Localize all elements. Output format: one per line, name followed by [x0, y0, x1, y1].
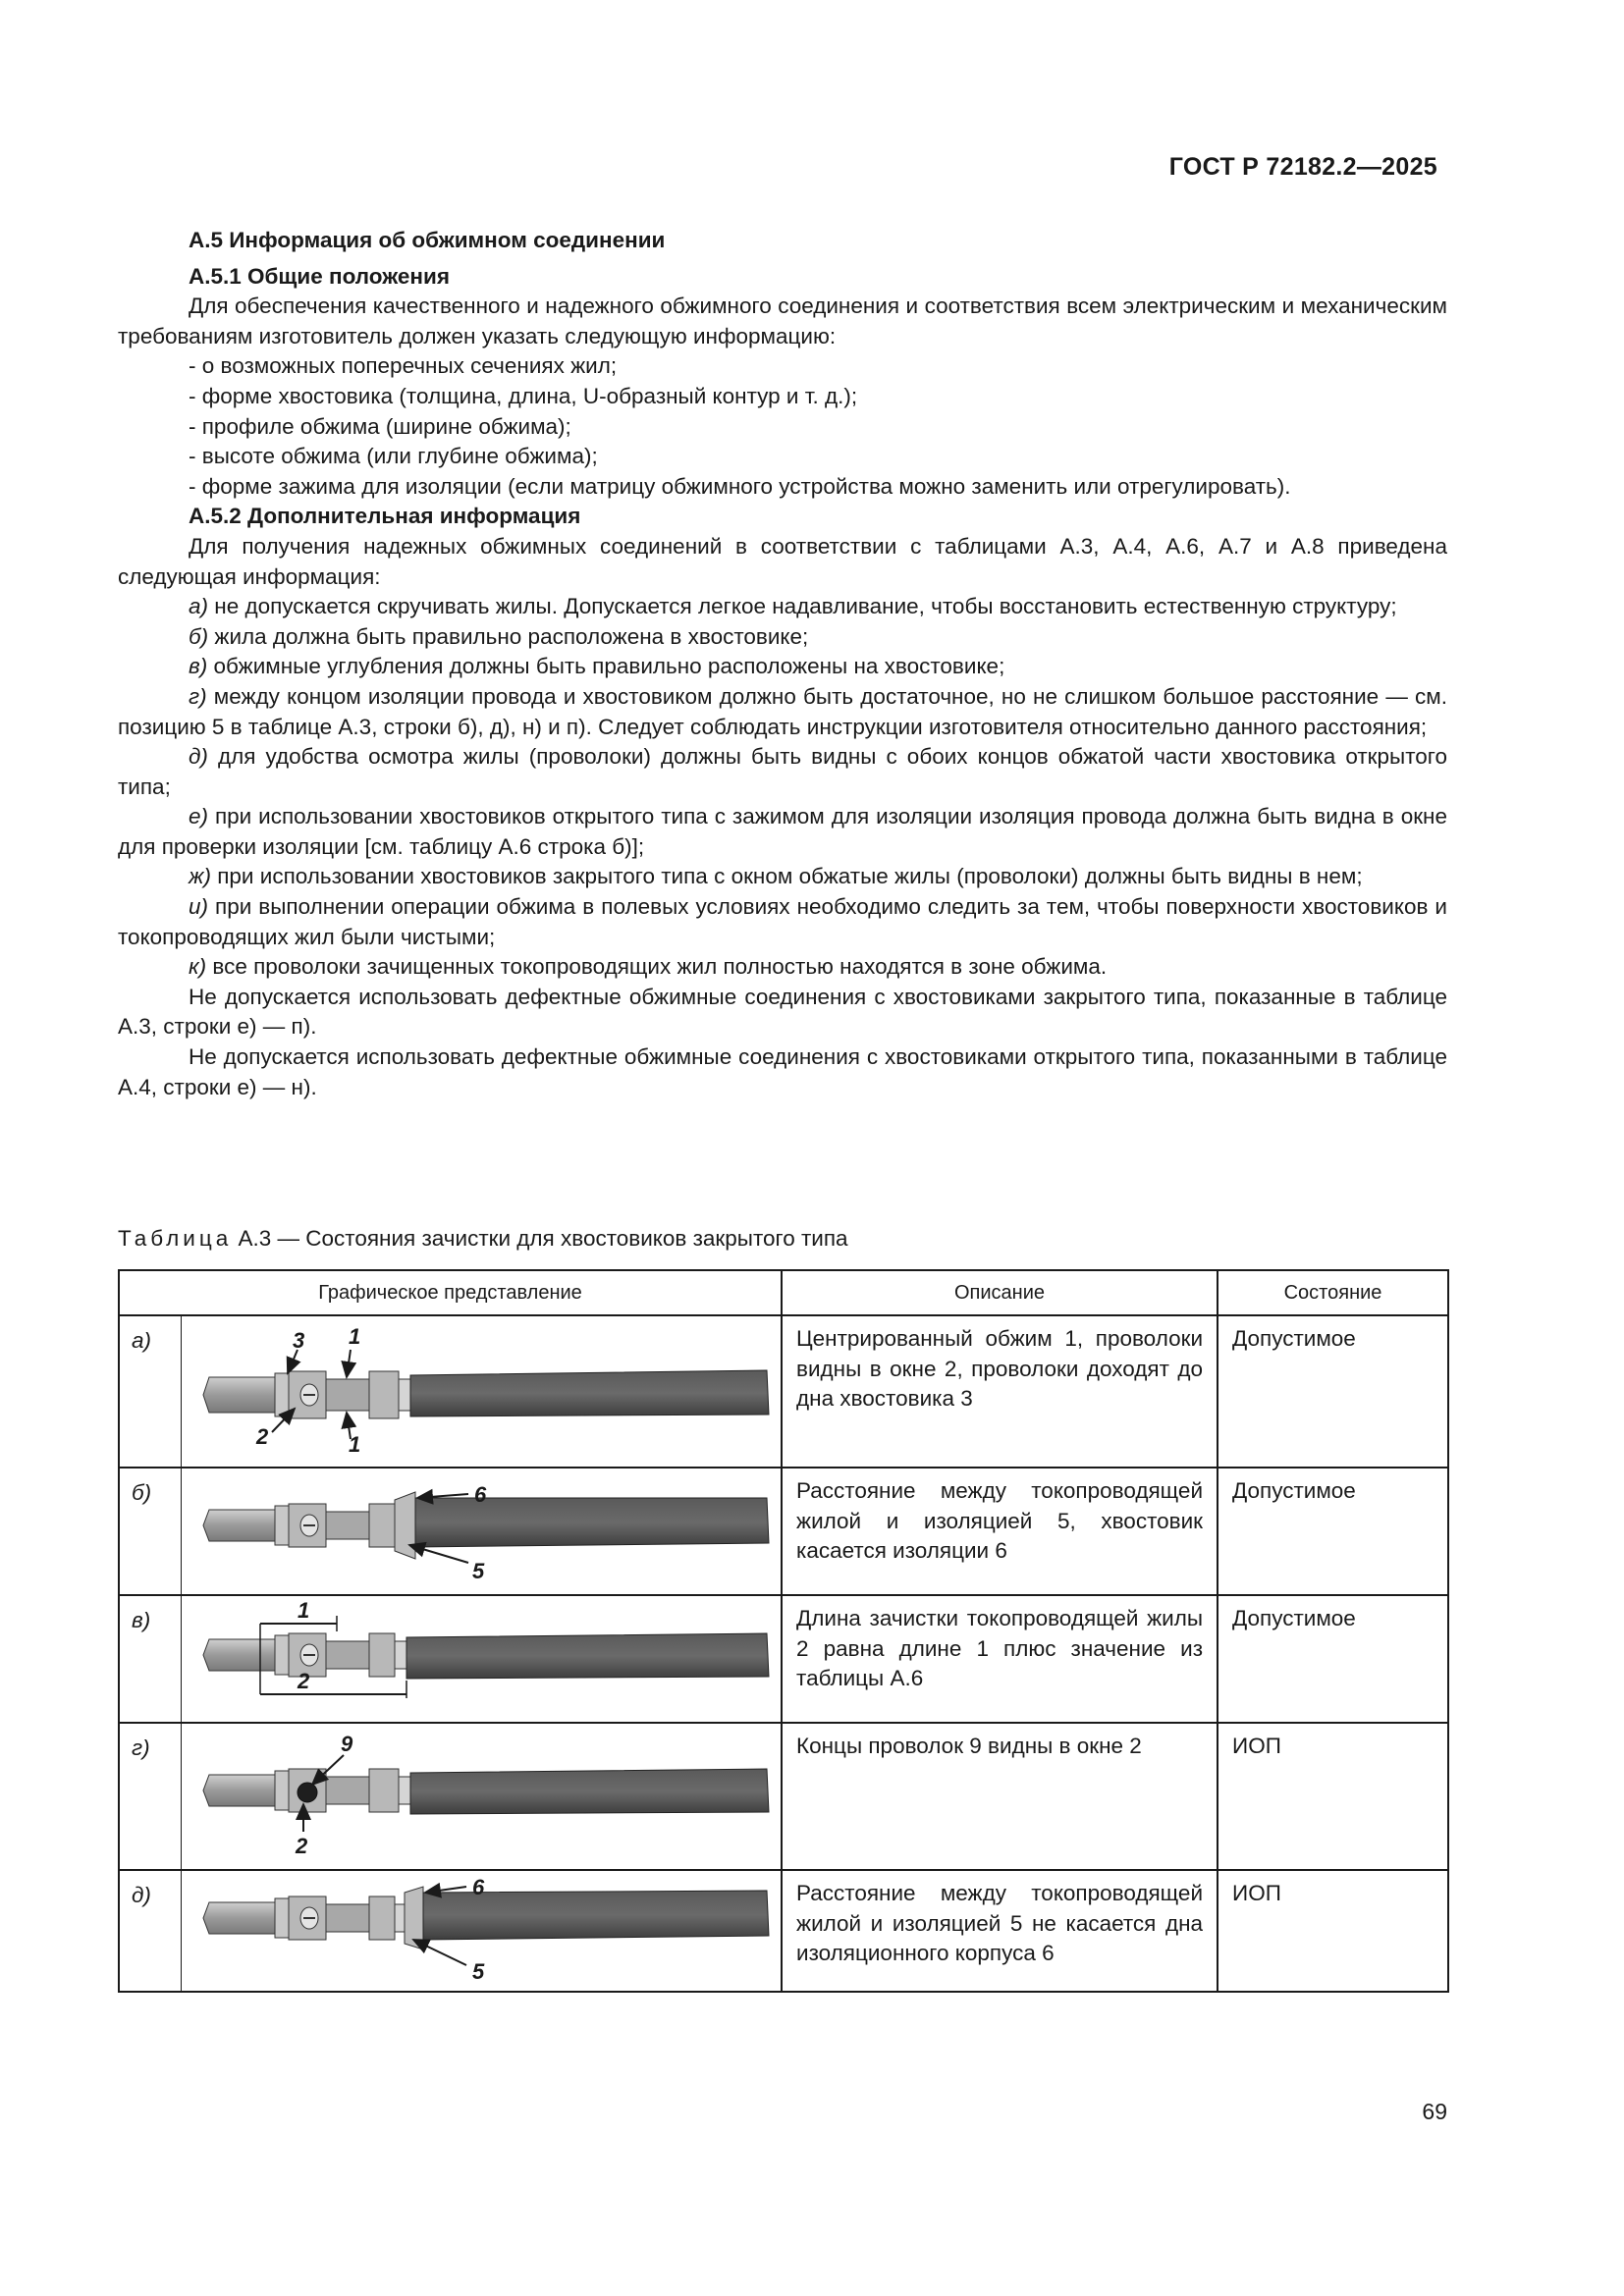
row-letter: б): [119, 1468, 181, 1595]
list-item: [118, 862, 1447, 892]
figure-label: 6: [473, 1482, 486, 1507]
figure-label: 2: [297, 1669, 309, 1693]
list-item: [118, 952, 1447, 983]
item-text: при выполнении операции обжима в полевых условиях необходимо следить за тем, чтобы поверхности хвостовиков и токопроводящих жил были чистыми;: [118, 894, 1447, 949]
row-letter: г): [119, 1723, 181, 1870]
item-text: жила должна быть правильно расположена в хвостовике;: [208, 623, 809, 649]
figure-label: 6: [471, 1875, 484, 1899]
crimp-figure: [181, 1315, 782, 1468]
list-item: - высоте обжима (или глубине обжима);: [189, 444, 598, 469]
item-letter: ж): [189, 864, 211, 889]
list-item: [118, 592, 1447, 622]
item-letter: в): [189, 654, 208, 679]
crimp-drawing: [182, 1596, 783, 1720]
table-row: [119, 1315, 1448, 1468]
list-item: [118, 742, 1447, 802]
item-text: обжимные углубления должны быть правильно расположены на хвостовике;: [207, 654, 1005, 679]
row-description: Расстояние между токопроводящей жилой и изоляцией 5, хвостовик касается изоляции 6: [782, 1468, 1218, 1595]
list-item: [118, 802, 1447, 862]
column-header: Графическое представление: [119, 1270, 782, 1315]
column-header: Описание: [782, 1270, 1218, 1315]
list-item: [118, 682, 1447, 742]
item-text: все проволоки зачищенных токопроводящих жил полностью находятся в зоне обжима.: [206, 954, 1108, 980]
item-letter: к): [189, 954, 207, 980]
figure-label: 3: [292, 1328, 304, 1353]
standard-designation: ГОСТ Р 72182.2—2025: [1168, 153, 1437, 181]
row-letter: а): [119, 1315, 181, 1468]
item-letter: б): [189, 623, 209, 649]
crimp-figure: [181, 1870, 782, 1992]
section-heading: А.5 Информация об обжимном соединении: [189, 228, 666, 252]
list-item: [118, 652, 1447, 682]
column-header: Состояние: [1218, 1270, 1448, 1315]
paragraph: Для обеспечения качественного и надежного обжимного соединения и соответствия всем электрическим и механическим требованиям изготовитель должен указать следующую информацию:: [118, 294, 1447, 348]
crimp-figure: [181, 1595, 782, 1723]
row-description: Длина зачистки токопроводящей жилы 2 равна длине 1 плюс значение из таблицы А.6: [782, 1595, 1218, 1723]
page-number: 69: [1422, 2099, 1447, 2124]
row-state: Допустимое: [1218, 1595, 1448, 1723]
item-letter: а): [189, 594, 209, 619]
figure-label: 1: [348, 1324, 360, 1349]
paragraph: Для получения надежных обжимных соединений в соответствии с таблицами А.3, А.4, А.6, А.7 и А.8 приведена следующая информация:: [118, 533, 1447, 589]
item-letter: г): [189, 683, 207, 709]
list-item: - форме зажима для изоляции (если матрицу обжимного устройства можно заменить или отрегулировать).: [189, 473, 1291, 499]
crimp-figure: [181, 1468, 782, 1595]
list-item: [118, 892, 1447, 952]
paragraph: Не допускается использовать дефектные обжимные соединения с хвостовиками открытого типа, показанными в таблице А.4, строки е) — н).: [118, 1044, 1447, 1099]
table-caption-text: А.3 — Состояния зачистки для хвостовиков закрытого типа: [232, 1226, 848, 1251]
list-item: - форме хвостовика (толщина, длина, U-образный контур и т. д.);: [189, 383, 858, 408]
row-description: Концы проволок 9 видны в окне 2: [782, 1723, 1218, 1870]
paragraph: Не допускается использовать дефектные обжимные соединения с хвостовиками закрытого типа, показанные в таблице А.3, строки е) — п).: [118, 984, 1447, 1040]
crimp-drawing: [182, 1468, 783, 1592]
row-letter: в): [119, 1595, 181, 1723]
crimp-drawing: [182, 1316, 783, 1464]
figure-label: 9: [340, 1732, 352, 1756]
item-letter: е): [189, 804, 209, 829]
item-text: для удобства осмотра жилы (проволоки) должны быть видны с обоих концов обжатой части хвостовика открытого типа;: [118, 744, 1447, 799]
item-text: при использовании хвостовиков открытого типа с зажимом для изоляции изоляция провода должна быть видна в окне для проверки изоляции [см. таблицу А.6 строка б)];: [118, 804, 1447, 859]
item-text: между концом изоляции провода и хвостовиком должно быть достаточное, но не слишком большое расстояние — см. позицию 5 в таблице А.3, строки б), д), н) и п). Следует соблюдать инструкции изготовителя относительно данного расстояния;: [118, 683, 1447, 739]
crimp-figure: [181, 1723, 782, 1870]
figure-label: 5: [471, 1559, 484, 1583]
body-text: [118, 226, 1447, 1102]
figure-label: 5: [471, 1959, 484, 1984]
stripping-states-table: [118, 1269, 1449, 1993]
figure-label: 2: [295, 1834, 307, 1858]
list-item: - профиле обжима (ширине обжима);: [189, 413, 571, 439]
figure-label: 1: [348, 1432, 360, 1457]
table-row: [119, 1870, 1448, 1992]
row-description: Центрированный обжим 1, проволоки видны в окне 2, проволоки доходят до дна хвостовика 3: [782, 1315, 1218, 1468]
item-letter: д): [189, 744, 208, 770]
row-state: ИОП: [1218, 1723, 1448, 1870]
row-state: ИОП: [1218, 1870, 1448, 1992]
row-description: Расстояние между токопроводящей жилой и изоляцией 5 не касается дна изоляционного корпуса 6: [782, 1870, 1218, 1992]
item-text: при использовании хвостовиков закрытого типа с окном обжатые жилы (проволоки) должны быть видны в нем;: [210, 864, 1363, 889]
table-row: [119, 1595, 1448, 1723]
row-state: Допустимое: [1218, 1468, 1448, 1595]
row-state: Допустимое: [1218, 1315, 1448, 1468]
subsection-heading: А.5.2 Дополнительная информация: [189, 504, 581, 529]
subsection-heading: А.5.1 Общие положения: [189, 263, 450, 289]
table-header-row: [119, 1270, 1448, 1315]
table-row: [119, 1723, 1448, 1870]
figure-label: 1: [297, 1598, 309, 1623]
list-item: - о возможных поперечных сечениях жил;: [189, 353, 618, 379]
item-text: не допускается скручивать жилы. Допускается легкое надавливание, чтобы восстановить естественную структуру;: [208, 594, 1397, 619]
item-letter: и): [189, 894, 209, 920]
crimp-drawing: [182, 1871, 783, 1989]
list-item: [118, 622, 1447, 653]
table-caption: [118, 1226, 848, 1252]
table-caption-word: Таблица: [118, 1226, 233, 1251]
figure-label: 2: [255, 1424, 268, 1449]
table-row: [119, 1468, 1448, 1595]
crimp-drawing: [182, 1724, 783, 1867]
row-letter: д): [119, 1870, 181, 1992]
